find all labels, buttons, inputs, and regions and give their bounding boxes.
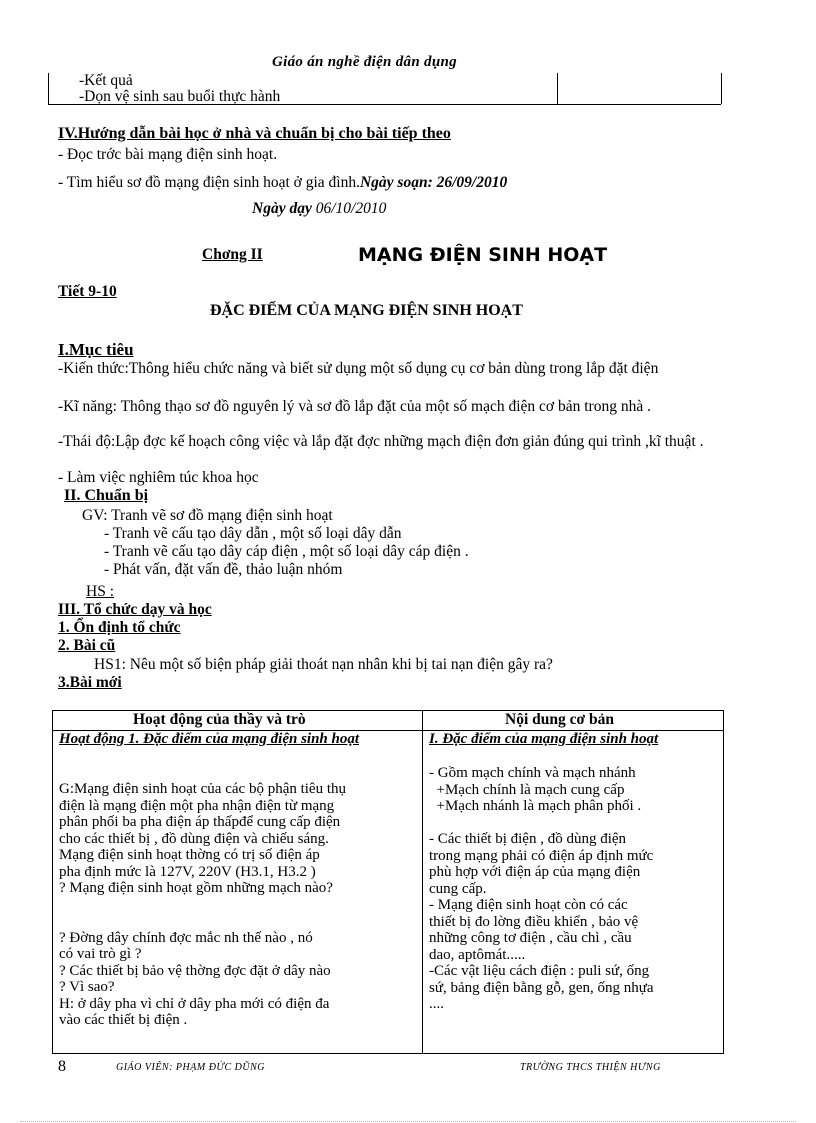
- date-taught-label: Ngày dạy: [252, 200, 312, 217]
- date-prepared: Ngày soạn: 26/09/2010: [359, 174, 508, 191]
- table-cell-line: sứ, bảng điện bằng gỗ, gen, ống nhựa: [429, 979, 654, 996]
- table-cell-line: +Mạch nhánh là mạch phân phối .: [429, 798, 642, 814]
- table-cell-line: -Các vật liệu cách điện : puli sứ, ống: [429, 963, 650, 979]
- header-title: Giáo án nghề điện dân dụng: [272, 54, 457, 70]
- table-cell-line: ? Vì sao?: [59, 979, 115, 995]
- date-taught-value: 06/10/2010: [315, 200, 387, 217]
- table-cell-line: ....: [429, 996, 444, 1012]
- table-cell-line: Mạng điện sinh hoạt thờng có trị số điện áp: [59, 847, 320, 863]
- lesson-period: Tiết 9-10: [58, 283, 117, 300]
- organization-hs1: HS1: Nêu một số biện pháp giải thoát nạn nhân khi bị tai nạn điện gây ra?: [94, 656, 553, 673]
- objective-skills: -Kĩ năng: Thông thạo sơ đồ nguyên lý và sơ đồ lắp đặt của một số mạch điện cơ bản trong nhà .: [58, 398, 651, 415]
- organization-step3: 3.Bài mới: [58, 674, 122, 691]
- table-cell-line: ? Đờng dây chính đợc mắc nh thế nào , nó: [59, 929, 313, 946]
- date-taught: [252, 200, 386, 218]
- lesson-title: ĐẶC ĐIỂM CỦA MẠNG ĐIỆN SINH HOẠT: [210, 302, 523, 319]
- table-divider: [721, 73, 722, 104]
- table-cell-line: ? Các thiết bị bảo vệ thờng đợc đặt ở dây nào: [59, 962, 331, 979]
- table-cell-line: - Mạng điện sinh hoạt còn có các: [429, 897, 628, 913]
- col1-header: Hoạt động của thầy và trò: [133, 711, 306, 728]
- objectives-title: I.Mục tiêu: [58, 340, 134, 359]
- objective-work: - Làm việc nghiêm túc khoa học: [58, 469, 259, 486]
- page-divider: [20, 1121, 796, 1122]
- page-number: 8: [58, 1058, 66, 1075]
- table-cell-line: trong mạng phải có điện áp định mức: [429, 847, 654, 864]
- table-divider: [557, 73, 558, 104]
- section-iv-title: IV.Hướng dẫn bài học ở nhà và chuẩn bị cho bài tiếp theo: [58, 125, 451, 142]
- chapter-label: Chơng II: [202, 246, 263, 263]
- table-cell-line: [59, 913, 417, 930]
- section-iv-line2-text: - Tìm hiểu sơ đồ mạng điện sinh hoạt ở gia đình.: [58, 174, 360, 191]
- table-row: -Dọn vệ sinh sau buổi thực hành: [79, 88, 281, 105]
- table-cell-line: thiết bị đo lờng điều khiển , bảo vệ: [429, 913, 639, 930]
- section-iv-line2: [58, 174, 507, 192]
- preparation-item: - Tranh vẽ cấu tạo dây dẫn , một số loại dây dẫn: [104, 525, 402, 542]
- table-cell-line: những công tơ điện , cầu chì , cầu: [429, 930, 632, 946]
- footer-school: TRƯỜNG THCS THIỆN HƯNG: [520, 1062, 661, 1073]
- footer-teacher: GIÁO VIÊN: PHẠM ĐỨC DŨNG: [116, 1062, 265, 1073]
- table-cell-line: G:Mạng điện sinh hoạt của các bộ phận tiêu thụ: [59, 781, 347, 797]
- preparation-hs: HS :: [86, 583, 114, 600]
- table-cell-line: dao, aptômát.....: [429, 946, 526, 963]
- preparation-item: - Phát vấn, đặt vấn đề, thảo luận nhóm: [104, 561, 343, 578]
- table-cell-line: pha định mức là 127V, 220V (H3.1, H3.2 ): [59, 863, 316, 880]
- preparation-item: - Tranh vẽ cấu tạo dây cáp điện , một số loại dây cáp điện .: [104, 543, 469, 560]
- table-cell-line: cho các thiết bị , đồ dùng điện và chiếu sáng.: [59, 830, 329, 847]
- table-cell-line: có vai trò gì ?: [59, 946, 142, 962]
- table-cell-line: điện là mạng điện một pha nhận điện từ mạng: [59, 797, 335, 814]
- organization-title: III. Tổ chức dạy và học: [58, 601, 212, 618]
- table-cell-line: phân phối ba pha điện áp thấpđể cung cấp điện: [59, 814, 341, 830]
- objective-attitude: -Thái độ:Lập đợc kế hoạch công việc và lắp đặt đợc những mạch điện đơn giản đúng qui trình ,kĩ thuật .: [58, 433, 704, 450]
- table-cell-line: - Gồm mạch chính và mạch nhánh: [429, 765, 636, 781]
- col2-section: I. Đặc điểm của mạng điện sinh hoạt: [429, 731, 659, 747]
- preparation-title: II. Chuẩn bị: [64, 487, 149, 504]
- table-cell-line: ? Mạng điện sinh hoạt gồm những mạch nào?: [59, 880, 333, 896]
- top-table: [48, 73, 721, 105]
- table-cell-line: vào các thiết bị điện .: [59, 1012, 188, 1028]
- organization-step2: 2. Bài cũ: [58, 637, 116, 654]
- table-row: -Kết quả: [79, 72, 133, 89]
- table-cell-line: phù hợp với điện áp của mạng điện: [429, 864, 641, 880]
- table-cell-line: H: ở dây pha vì chỉ ở dây pha mới có điện đa: [59, 995, 330, 1012]
- table-divider: [422, 711, 423, 1053]
- col2-content: [429, 765, 719, 1013]
- chapter-title: MẠNG ĐIỆN SINH HOẠT: [358, 244, 608, 266]
- section-iv-line1: - Đọc trớc bài mạng điện sinh hoạt.: [58, 146, 278, 163]
- organization-step1: 1. Ổn định tổ chức: [58, 619, 181, 636]
- lesson-table: [52, 710, 724, 1054]
- col1-activity: Hoạt động 1. Đặc điểm của mạng điện sinh hoạt: [59, 731, 360, 747]
- col1-content: [59, 781, 417, 1029]
- table-cell-line: +Mạch chính là mạch cung cấp: [429, 781, 625, 798]
- table-cell-line: [59, 897, 417, 914]
- table-cell-line: - Các thiết bị điện , đồ dùng điện: [429, 831, 627, 847]
- table-cell-line: cung cấp.: [429, 880, 487, 897]
- preparation-gv: GV: Tranh vẽ sơ đồ mạng điện sinh hoạt: [82, 507, 333, 524]
- col2-header: Nội dung cơ bản: [505, 711, 614, 728]
- objective-knowledge: -Kiến thức:Thông hiểu chức năng và biết sử dụng một số dụng cụ cơ bản dùng trong lắp đặt điện: [58, 360, 659, 377]
- table-cell-line: [429, 815, 719, 832]
